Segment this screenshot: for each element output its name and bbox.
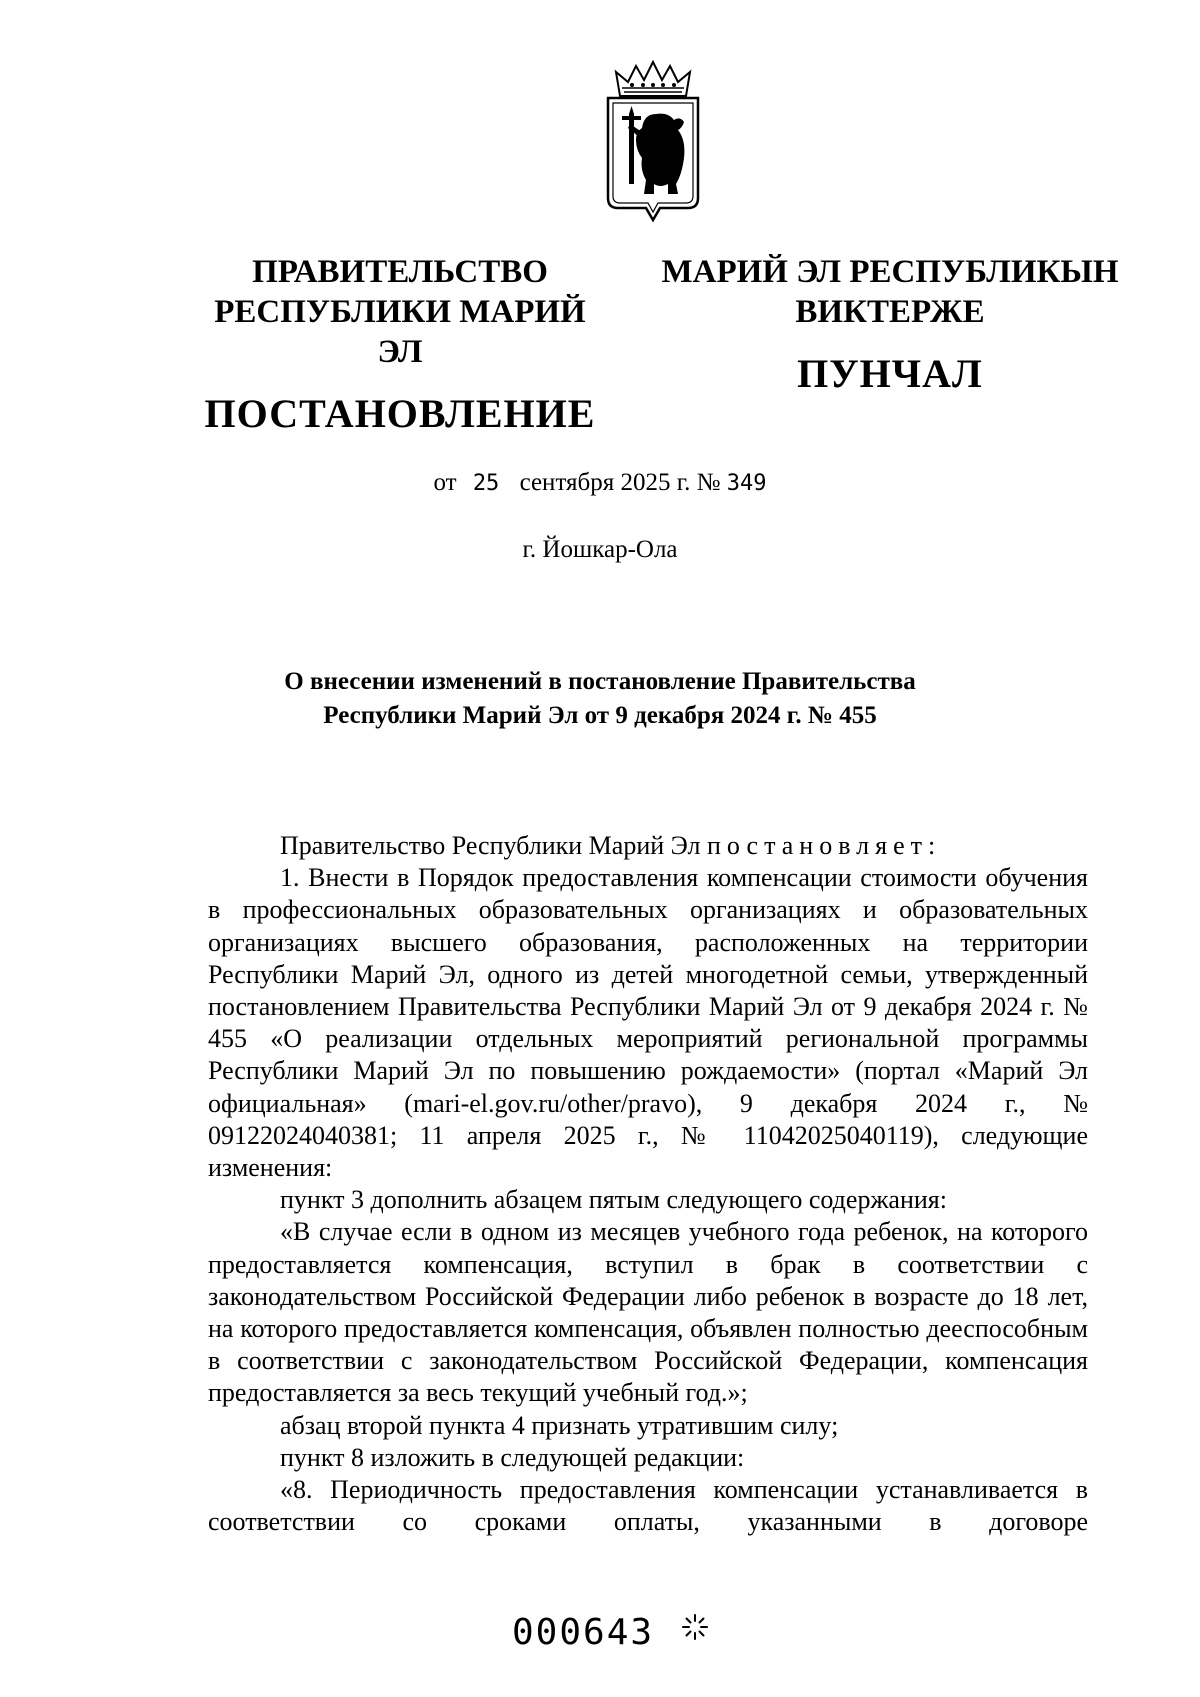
- paragraph-3: «В случае если в одном из месяцев учебного года ребенок, на которого предоставляется компенсация, вступил в брак в соответствии с законодательством Российской Федерации либо ребенок в возрасте до 18 лет, на которого предоставляется компенсация, объявлен полностью дееспособным в соответствии с законодательством Российской Федерации, компенсация предоставляется за весь текущий учебный год.»;: [208, 1217, 1088, 1408]
- document-date-line: [0, 469, 1200, 497]
- org-name-mari-line2: ВИКТЕРЖЕ: [795, 294, 985, 330]
- intro-paragraph: [208, 830, 1088, 862]
- coat-of-arms-icon: [598, 58, 708, 228]
- header-left: [190, 252, 610, 438]
- paragraph-2: пункт 3 дополнить абзацем пятым следующего содержания:: [280, 1185, 947, 1215]
- doctype-mari: ПУНЧАЛ: [797, 351, 983, 396]
- header-right: [650, 252, 1130, 398]
- document-number: 349: [726, 471, 767, 496]
- intro-end: :: [927, 831, 936, 860]
- date-day: 25: [472, 471, 500, 496]
- paragraph-4: абзац второй пункта 4 признать утратившим силу;: [280, 1410, 839, 1440]
- intro-lead: Правительство Республики Марий Эл: [280, 831, 707, 860]
- org-name-ru-line1: ПРАВИТЕЛЬСТВО: [252, 254, 548, 290]
- blank-serial-number: 000643: [512, 1612, 655, 1653]
- document-title: [230, 665, 970, 733]
- title-line2: Республики Марий Эл от 9 декабря 2024 г. № 455: [323, 702, 877, 729]
- title-line1: О внесении изменений в постановление Правительства: [284, 668, 916, 695]
- paragraph-6: «8. Периодичность предоставления компенсации устанавливается в соответствии со сроками оплаты, указанными в договоре: [208, 1475, 1088, 1537]
- date-month-year: сентября 2025 г. №: [519, 469, 721, 496]
- document-city: г. Йошкар-Ола: [522, 536, 678, 563]
- doctype-ru: ПОСТАНОВЛЕНИЕ: [204, 391, 596, 436]
- intro-spaced: постановляет: [706, 831, 928, 860]
- asterisk-mark-icon: [680, 1612, 710, 1642]
- paragraph-1: 1. Внести в Порядок предоставления компенсации стоимости обучения в профессиональных образовательных организациях и образовательных организациях высшего образования, расположенных на территории Республики Марий Эл, одного из детей многодетной семьи, утвержденный постановлением Правительства Республики Марий Эл от 9 декабря 2024 г. № 455 «О реализации отдельных мероприятий региональной программы Республики Марий Эл по повышению рождаемости» (портал «Марий Эл официальная» (mari-el.gov.ru/other/pravo), 9 декабря 2024 г., № 09122024040381; 11 апреля 2025 г., № 11042025040119), следующие изменения:: [208, 863, 1088, 1183]
- org-name-mari-line1: МАРИЙ ЭЛ РЕСПУБЛИКЫН: [661, 254, 1119, 290]
- org-name-ru-line2: РЕСПУБЛИКИ МАРИЙ ЭЛ: [214, 294, 586, 370]
- date-prefix: от: [433, 469, 457, 496]
- paragraph-5: пункт 8 изложить в следующей редакции:: [280, 1442, 745, 1472]
- document-body: [208, 830, 1088, 1538]
